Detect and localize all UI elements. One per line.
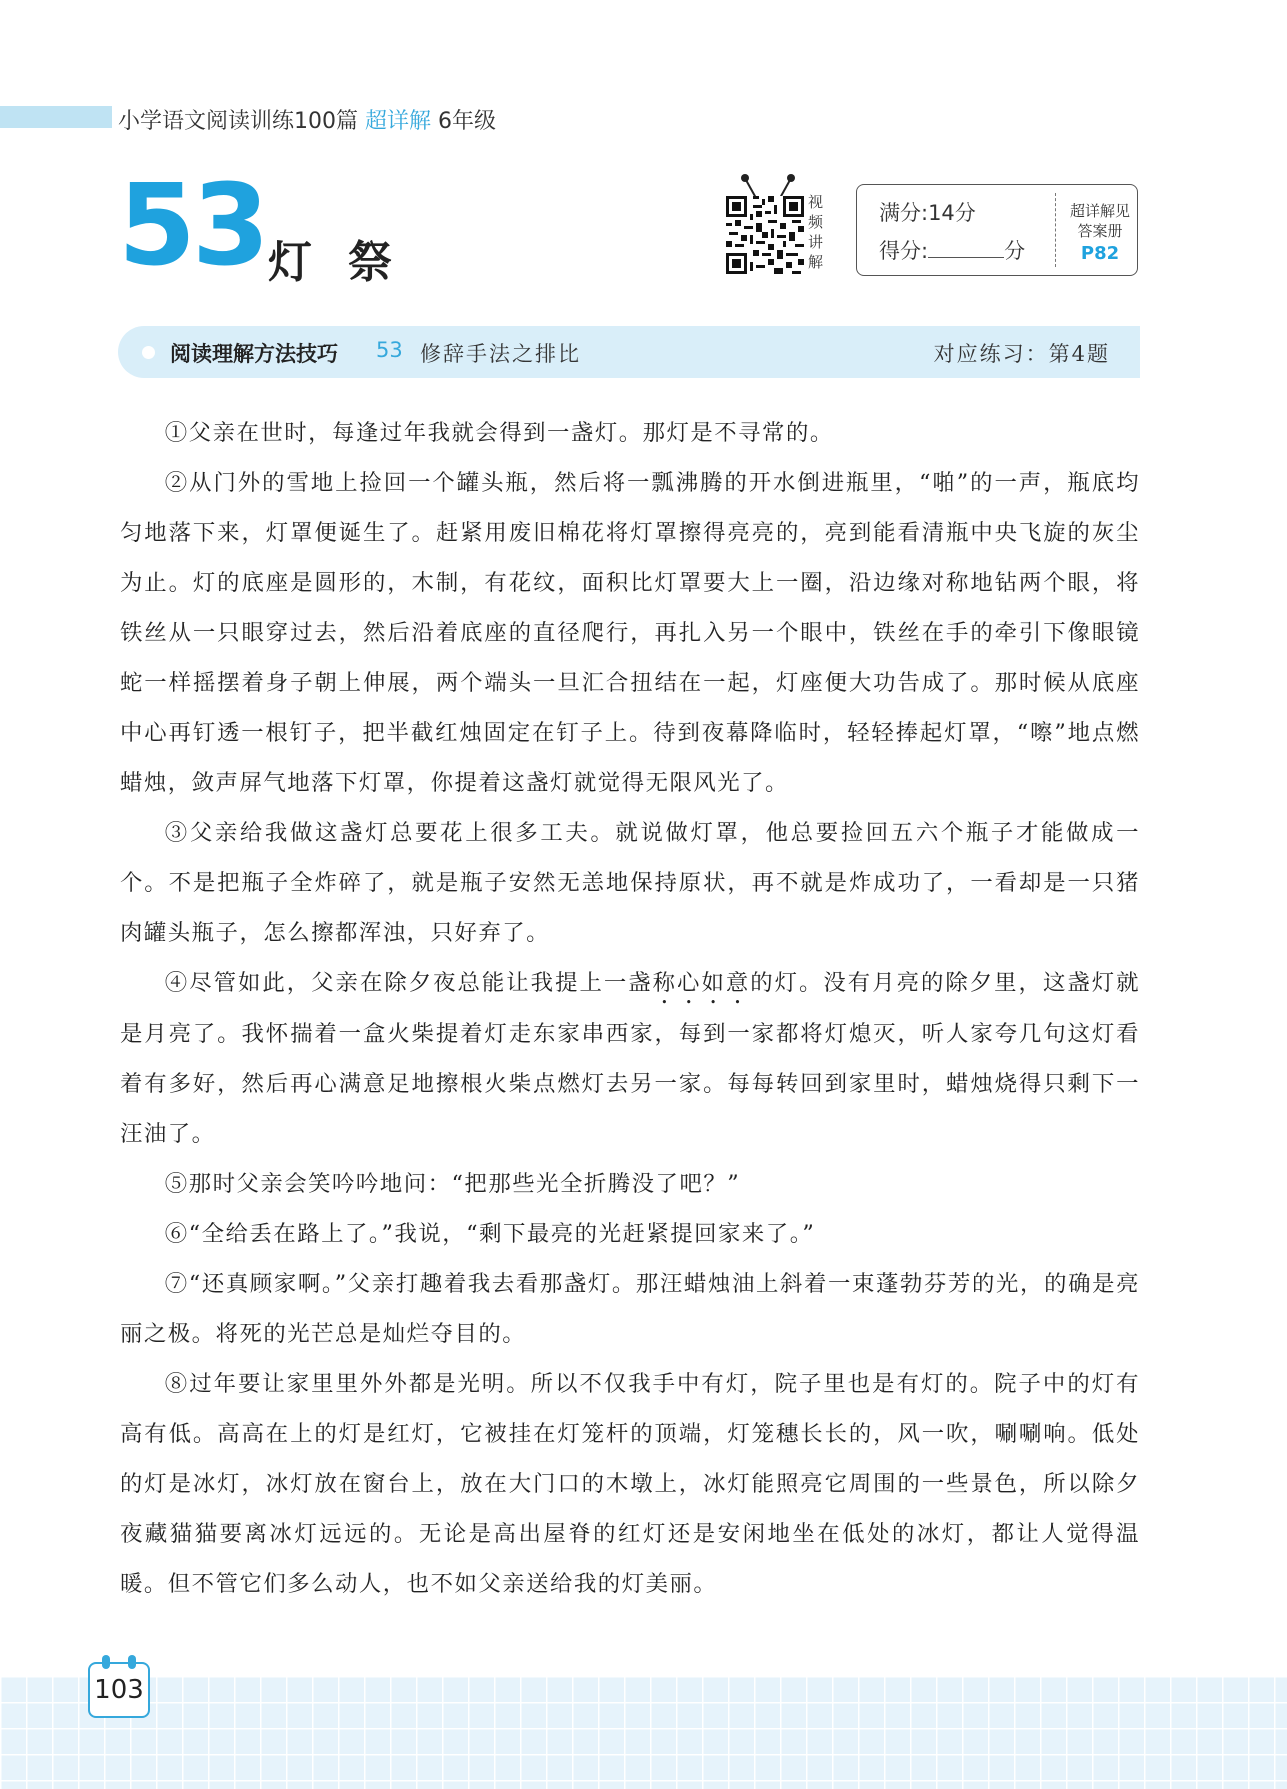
paragraph-6: ⑥“全给丢在路上了。”我说，“剩下最亮的光赶紧提回家来了。” bbox=[164, 1221, 816, 1247]
paragraph-2: ②从门外的雪地上捡回一个罐头瓶，然后将一瓢沸腾的开水倒进瓶里，“啪”的一声，瓶底均匀地落下来，灯罩便诞生了。赶紧用废旧棉花将灯罩擦得亮亮的，亮到能看清瓶中央飞旋的灰尘为止。灯的底座是圆形的，木制，有花纹，面积比灯罩要大上一圈，沿边缘对称地钻两个眼，将铁丝从一只眼穿过去，然后沿着底座的直径爬行，再扎入另一个眼中，铁丝在手的牵引下像眼镜蛇一样摇摆着身子朝上伸展，两个端头一旦汇合扭结在一起，灯座便大功告成了。那时候从底座中心再钉透一根钉子，把半截红烛固定在钉子上。待到夜幕降临时，轻轻捧起灯罩，“嚓”地点燃蜡烛，敛声屏气地落下灯罩，你提着这盏灯就觉得无限风光了。 bbox=[120, 470, 1140, 796]
method-number: 53 bbox=[376, 338, 403, 362]
score-field[interactable] bbox=[879, 235, 1025, 265]
footer-grid bbox=[0, 1676, 1287, 1789]
method-topic: 修辞手法之排比 bbox=[420, 342, 581, 366]
paragraph-5: ⑤那时父亲会笑吟吟地问：“把那些光全折腾没了吧？” bbox=[164, 1171, 741, 1197]
series-header bbox=[118, 104, 496, 135]
score-divider bbox=[1055, 193, 1056, 267]
paragraph-4-part2: 的灯。没有月亮的除夕里，这盏灯就是月亮了。我怀揣着一盒火柴提着灯走东家串西家，每到一家都将灯熄灭，听人家夸几句这灯看着有多好，然后再心满意足地擦根火柴点燃灯去另一家。每每转回到家里时，蜡烛烧得只剩下一汪油了。 bbox=[120, 970, 1141, 1147]
score-blank[interactable] bbox=[928, 241, 1004, 258]
score-label: 得分: bbox=[879, 239, 929, 263]
lesson-number: 53 bbox=[118, 161, 266, 291]
header-band-accent bbox=[0, 106, 112, 128]
paragraph-3: ③父亲给我做这盏灯总要花上很多工夫。就说做灯罩，他总要捡回五六个瓶子才能做成一个。不是把瓶子全炸碎了，就是瓶子安然无恙地保持原状，再不就是炸成功了，一看却是一只猪肉罐头瓶子，怎么擦都浑浊，只好弃了。 bbox=[120, 820, 1140, 946]
answer-page: P82 bbox=[1080, 243, 1120, 264]
series-title: 小学语文阅读训练100篇 bbox=[118, 109, 358, 134]
video-explain-label: 视频讲解 bbox=[808, 193, 824, 271]
answer-ref-line2: 答案册 bbox=[1077, 222, 1123, 240]
score-unit: 分 bbox=[1004, 239, 1026, 263]
practice-ref: 对应练习：第4题 bbox=[933, 342, 1110, 366]
grade-label: 6年级 bbox=[438, 109, 497, 134]
bullet-dot-icon bbox=[142, 346, 155, 359]
emphasized-phrase: 称心如意 bbox=[652, 970, 751, 996]
calendar-ring-icon bbox=[102, 1655, 110, 1669]
paragraph-7: ⑦“还真顾家啊。”父亲打趣着我去看那盏灯。那汪蜡烛油上斜着一束蓬勃芬芳的光，的确是亮丽之极。将死的光芒总是灿烂夺目的。 bbox=[120, 1271, 1140, 1347]
full-score: 满分:14分 bbox=[879, 201, 976, 225]
paragraph-1: ①父亲在世时，每逢过年我就会得到一盏灯。那灯是不寻常的。 bbox=[164, 420, 834, 446]
series-highlight: 超详解 bbox=[365, 109, 432, 134]
page-number: 103 bbox=[94, 1675, 144, 1705]
article-body bbox=[120, 408, 1140, 1609]
paragraph-4 bbox=[120, 958, 1140, 1159]
lesson-title: 灯祭 bbox=[268, 237, 428, 288]
calendar-ring-icon bbox=[128, 1655, 136, 1669]
paragraph-4-part1: ④尽管如此，父亲在除夕夜总能让我提上一盏 bbox=[164, 970, 653, 996]
paragraph-8: ⑧过年要让家里里外外都是光明。所以不仅我手中有灯，院子里也是有灯的。院子中的灯有高有低。高高在上的灯是红灯，它被挂在灯笼杆的顶端，灯笼穗长长的，风一吹，唰唰响。低处的灯是冰灯，冰灯放在窗台上，放在大门口的木墩上，冰灯能照亮它周围的一些景色，所以除夕夜藏猫猫要离冰灯远远的。无论是高出屋脊的红灯还是安闲地坐在低处的冰灯，都让人觉得温暖。但不管它们多么动人，也不如父亲送给我的灯美丽。 bbox=[120, 1371, 1140, 1597]
method-label: 阅读理解方法技巧 bbox=[170, 342, 338, 366]
score-box bbox=[856, 184, 1138, 276]
answer-ref-line1: 超详解见 bbox=[1069, 202, 1130, 220]
qr-code-icon[interactable] bbox=[726, 196, 804, 274]
method-bar bbox=[118, 326, 1140, 378]
page-number-calendar bbox=[88, 1662, 150, 1718]
